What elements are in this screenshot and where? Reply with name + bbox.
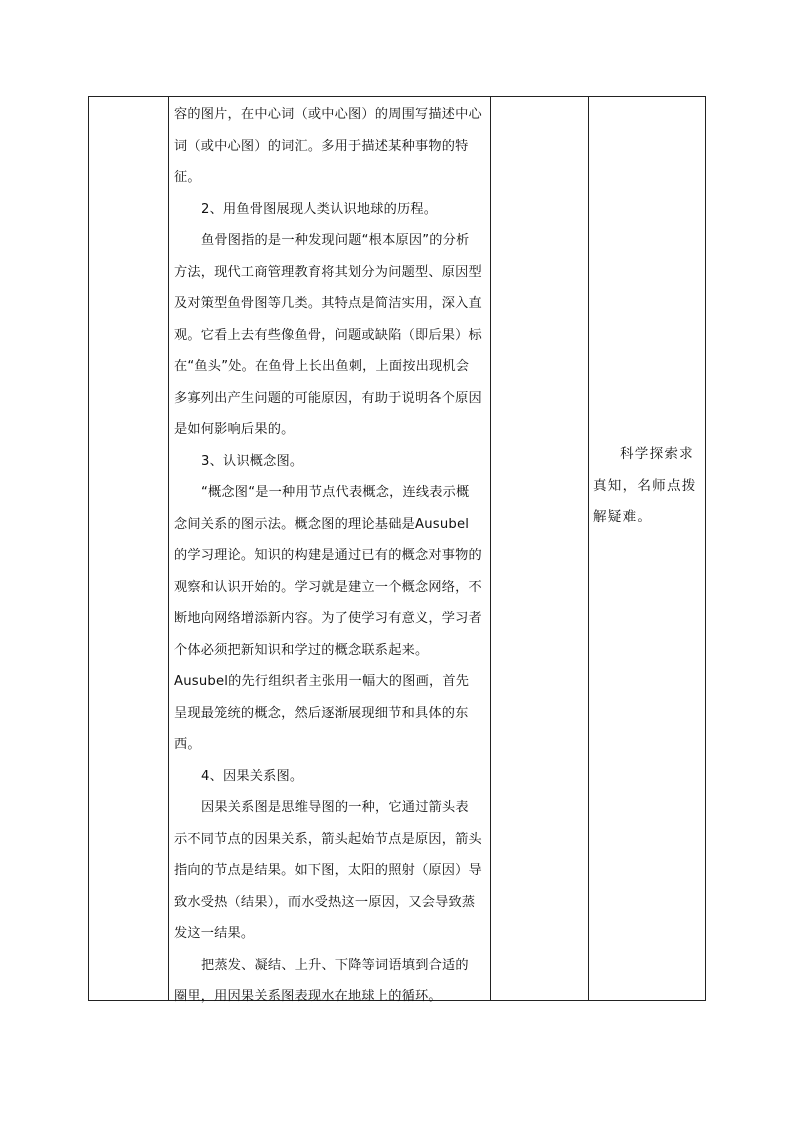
heading-fishbone: 2、用鱼骨图展现人类认识地球的历程。 [201,201,438,217]
lesson-table [88,96,706,1004]
design-intent-cell [589,439,705,534]
teaching-content-cell [169,97,490,1004]
paragraph-cause-effect: 因果关系图是思维导图的一种，它通过箭头表示不同节点的因果关系，箭头起始节点是原因，箭头指向的节点是结果。如下图，太阳的照射（原因）导致水受热（结果），而水受热这一原因，又会导致蒸发这一结果。 [174,800,482,941]
paragraph-fishbone: 鱼骨图指的是一种发现问题“根本原因”的分析方法，现代工商管理教育将其划分为问题型、原因型及对策型鱼骨图等几类。其特点是简洁实用，深入直观。它看上去有些像鱼骨，问题或缺陷（即后果）标在“鱼头”处。在鱼骨上长出鱼刺，上面按出现机会多寡列出产生问题的可能原因，有助于说明各个原因是如何影响后果的。 [174,233,482,437]
paragraph-center-word: 容的图片，在中心词（或中心图）的周围写描述中心词（或中心图）的词汇。多用于描述某种事物的特征。 [174,107,482,185]
paragraph-concept-map: “概念图“是一种用节点代表概念，连线表示概念间关系的图示法。概念图的理论基础是Ausubel的学习理论。知识的构建是通过已有的概念对事物的观察和认识开始的。学习就是建立一个概念网络，不断地向网络增添新内容。为了使学习有意义，学习者个体必须把新知识和学过的概念联系起来。Ausubel的先行组织者主张用一幅大的图画，首先呈现最笼统的概念，然后逐渐展现细节和具体的东西。 [174,485,482,752]
paragraph-exercise: 把蒸发、凝结、上升、下降等词语填到合适的圈里，用因果关系图表现水在地球上的循环。 [174,957,469,1004]
column-divider [490,97,491,1000]
design-intent-text: 科学探索求真知，名师点拨解疑难。 [593,446,697,525]
heading-cause-effect: 4、因果关系图。 [201,768,304,784]
heading-concept-map: 3、认识概念图。 [201,453,304,469]
column-divider [588,97,589,1000]
